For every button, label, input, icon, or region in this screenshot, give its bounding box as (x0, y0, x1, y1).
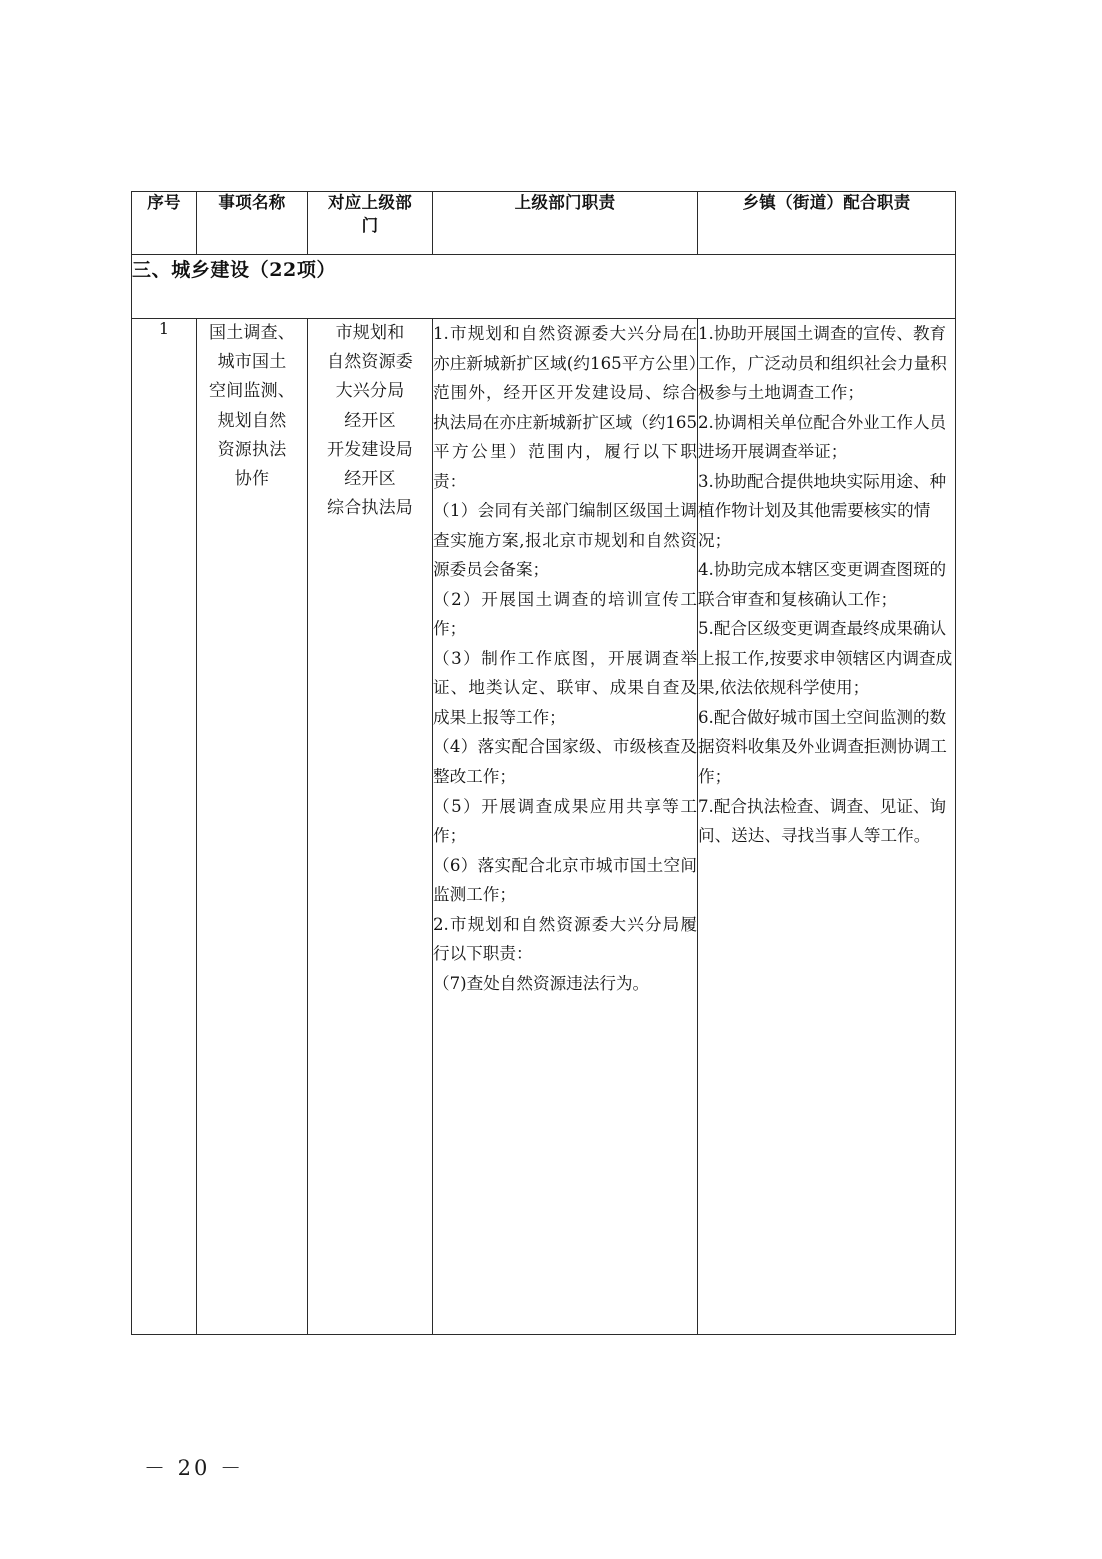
section-title (132, 255, 956, 319)
column-header-index: 序号 (132, 192, 197, 255)
duty-paragraph: 2.市规划和自然资源委大兴分局履行以下职责： (433, 914, 697, 964)
item-name-line: 资源执法 (217, 439, 287, 460)
row-item-name (197, 319, 308, 1335)
township-duties-text (698, 319, 955, 851)
department-line: 经开区 (344, 469, 396, 490)
column-header-item-name: 事项名称 (197, 192, 308, 255)
duty-paragraph: （5）开展调查成果应用共享等工作； (433, 796, 697, 846)
department-line: 经开区 (344, 410, 396, 431)
row-upper-duties (433, 319, 698, 1335)
responsibility-table (131, 191, 956, 1335)
item-name-line: 空间监测、 (209, 381, 295, 402)
duty-paragraph: 1.市规划和自然资源委大兴分局在亦庄新城新扩区域(约165平方公里）范围外，经开区开发建设局、综合执法局在亦庄新城新扩区域（约165平方公里）范围内，履行以下职责： (433, 324, 697, 491)
duty-paragraph: （7)查处自然资源违法行为。 (433, 973, 650, 993)
row-index: 1 (132, 319, 197, 1335)
column-header-township-duties: 乡镇（街道）配合职责 (698, 192, 956, 255)
duty-paragraph: 6.配合做好城市国土空间监测的数据资料收集及外业调查拒测协调工作； (698, 707, 947, 786)
department-line: 市规划和 (335, 323, 405, 343)
item-name-line: 规划自然 (217, 410, 287, 431)
section-banner-row (132, 255, 956, 319)
item-name-line: 国土调查、 (209, 323, 295, 343)
item-name-line: 协作 (234, 469, 270, 490)
duty-paragraph: （3）制作工作底图，开展调查举证、地类认定、联审、成果自查及成果上报等工作； (433, 648, 697, 727)
item-name-line: 城市国土 (217, 352, 287, 373)
duty-paragraph: 7.配合执法检查、调查、见证、询问、送达、寻找当事人等工作。 (698, 796, 947, 846)
duty-paragraph: （1）会同有关部门编制区级国土调查实施方案,报北京市规划和自然资源委员会备案； (433, 501, 697, 580)
duty-paragraph: （6）落实配合北京市城市国土空间监测工作； (433, 855, 697, 905)
page-number: － 20 － (144, 1456, 245, 1480)
duty-paragraph: 5.配合区级变更调查最终成果确认上报工作,按要求申领辖区内调查成果,依法依规科学使用； (698, 619, 953, 698)
section-title-label: 三、城乡建设 (132, 259, 250, 281)
section-title-count: （22项） (249, 259, 337, 281)
column-header-upper-duties: 上级部门职责 (433, 192, 698, 255)
department-line: 自然资源委 (327, 352, 413, 373)
duty-paragraph: 4.协助完成本辖区变更调查图斑的联合审查和复核确认工作； (698, 560, 947, 609)
row-township-duties (698, 319, 956, 1335)
table-row (132, 319, 956, 1335)
column-header-department: 对应上级部门 (308, 192, 433, 255)
duty-paragraph: 3.协助配合提供地块实际用途、种植作物计划及其他需要核实的情况； (698, 471, 947, 550)
department-line: 大兴分局 (335, 381, 405, 402)
department-line: 开发建设局 (327, 439, 413, 460)
duty-paragraph: 1.协助开展国土调查的宣传、教育工作，广泛动员和组织社会力量积极参与土地调查工作； (698, 324, 947, 403)
duty-paragraph: 2.协调相关单位配合外业工作人员进场开展调查举证； (698, 412, 947, 462)
duty-paragraph: （2）开展国土调查的培训宣传工作； (433, 589, 697, 639)
row-department (308, 319, 433, 1335)
table-header-row (132, 192, 956, 255)
upper-duties-text (433, 319, 697, 998)
duty-paragraph: （4）落实配合国家级、市级核查及整改工作； (433, 737, 697, 786)
department-line: 综合执法局 (327, 498, 413, 519)
